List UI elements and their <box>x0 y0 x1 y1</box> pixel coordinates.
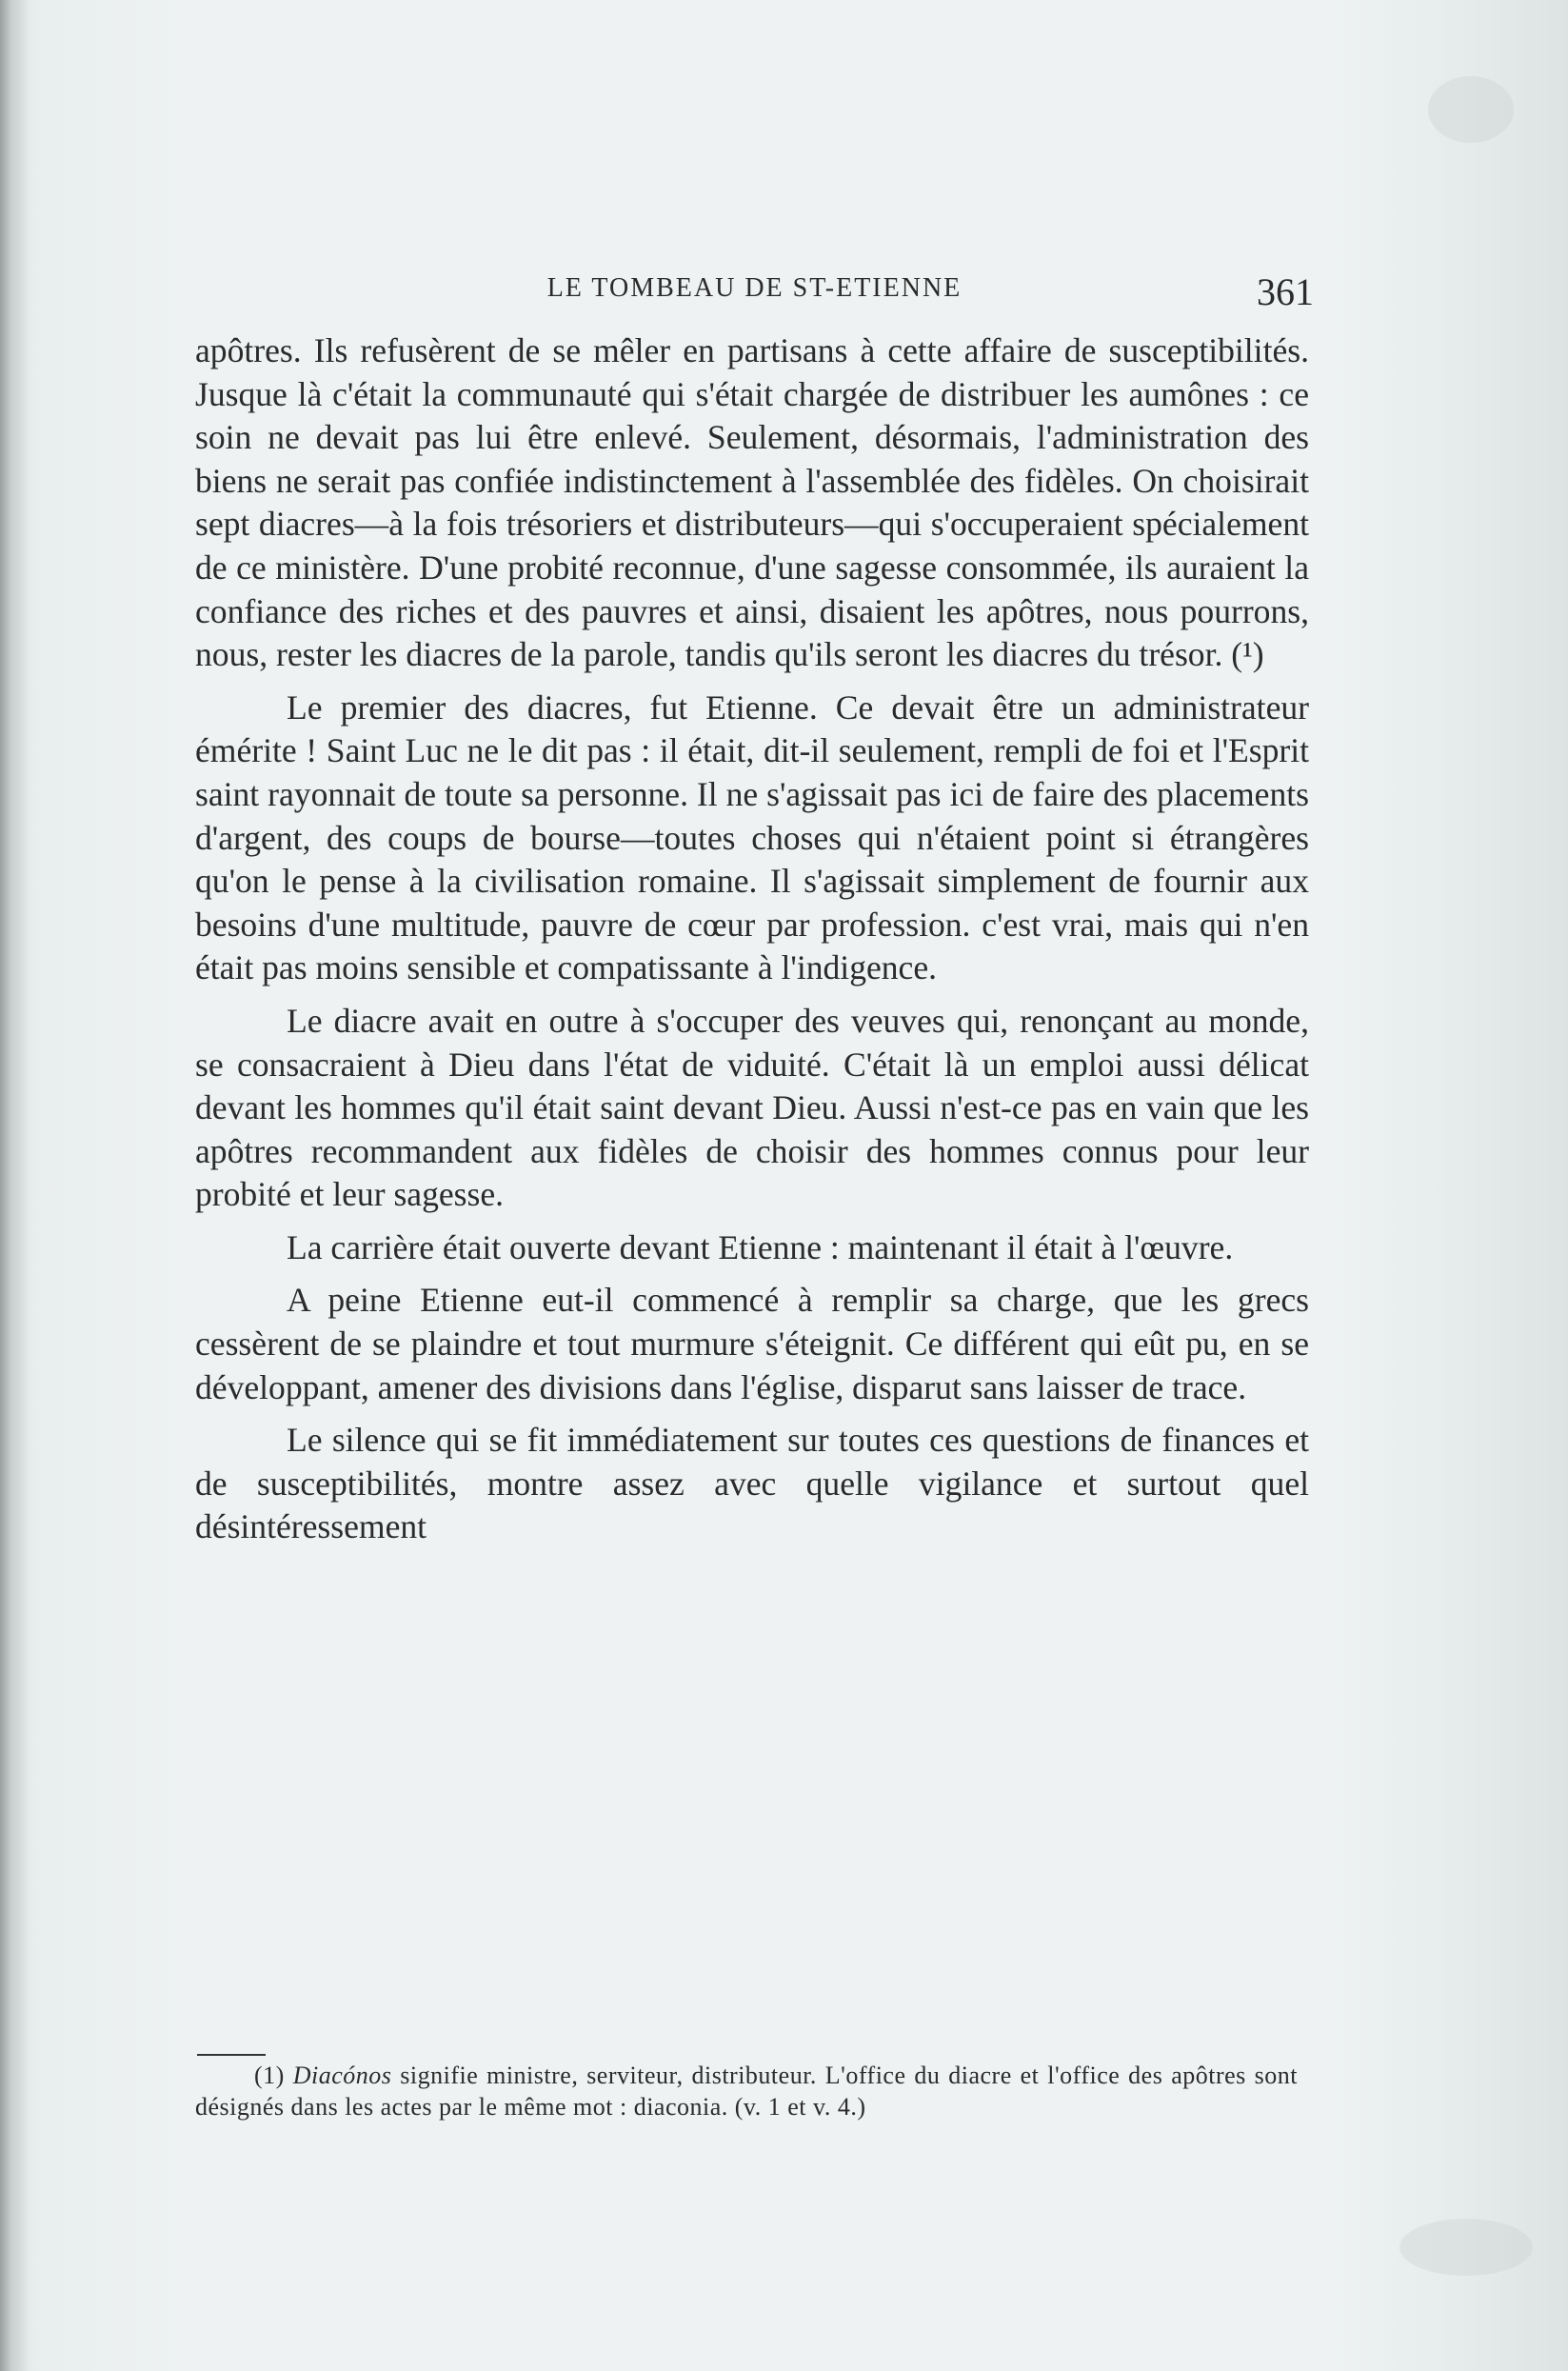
page-header <box>195 269 1314 317</box>
footnote <box>195 2060 1298 2122</box>
paragraph: A peine Etienne eut-il commencé à remplir sa charge, que les grecs cessèrent de se plaindre et tout murmure s'éteignit. Ce différent qui eût pu, en se développant, amener des divisions dans l'église, disparut sans laisser de trace. <box>195 1281 1309 1406</box>
paper-stain <box>1399 2219 1533 2276</box>
running-title: LE TOMBEAU DE ST-ETIENNE <box>546 273 963 303</box>
paper-stain <box>1428 76 1514 143</box>
paragraph: apôtres. Ils refusèrent de se mêler en partisans à cette affaire de susceptibilités. Jusque là c'était la communauté qui s'était chargée de distribuer les aumônes : ce soin ne devait pas lui être enlevé. Seulement, désormais, l'administration des biens ne serait pas confiée indistinctement à l'assemblée des fidèles. On choisirait sept diacres—à la fois trésoriers et distributeurs—qui s'occuperaient spécialement de ce ministère. D'une probité reconnue, d'une sagesse consommée, ils auraient la confiance des riches et des pauvres et ainsi, disaient les apôtres, nous pourrons, nous, rester les diacres de la parole, tandis qu'ils seront les diacres du trésor. (¹) <box>195 331 1309 674</box>
binding-gutter-shadow <box>0 0 29 2371</box>
footnote-text: signifie ministre, serviteur, distributeur. L'office du diacre et l'office des apôtres sont désignés dans les actes par le même mot : diaconia. (v. 1 et v. 4.) <box>195 2062 1298 2121</box>
paragraph: Le silence qui se fit immédiatement sur toutes ces questions de finances et de susceptibilités, montre assez avec quelle vigilance et surtout quel désintéressement <box>195 1421 1309 1546</box>
body-text <box>195 329 1309 1549</box>
paragraph: La carrière était ouverte devant Etienne : maintenant il était à l'œuvre. <box>287 1227 1234 1266</box>
paragraph: Le diacre avait en outre à s'occuper des veuves qui, renonçant au monde, se consacraient à Dieu dans l'état de viduité. C'était là un emploi aussi délicat devant les hommes qu'il était saint devant Dieu. Aussi n'est-ce pas en vain que les apôtres recommandent aux fidèles de choisir des hommes connus pour leur probité et leur sagesse. <box>195 1001 1309 1214</box>
footnote-rule <box>197 2054 266 2056</box>
paragraph: Le premier des diacres, fut Etienne. Ce devait être un administrateur émérite ! Saint Luc ne le dit pas : il était, dit-il seulement, rempli de foi et l'Esprit saint rayonnait de toute sa personne. Il ne s'agissait pas ici de faire des placements d'argent, des coups de bourse—toutes choses qui n'étaient point si étrangères qu'on le pense à la civilisation romaine. Il s'agissait simplement de fournir aux besoins d'une multitude, pauvre de cœur par profession. c'est vrai, mais qui n'en était pas moins sensible et compatissante à l'indigence. <box>195 687 1309 987</box>
page-number: 361 <box>1257 270 1314 313</box>
footnote-term: Diacónos <box>292 2062 392 2089</box>
footnote-marker: (1) <box>254 2062 285 2089</box>
